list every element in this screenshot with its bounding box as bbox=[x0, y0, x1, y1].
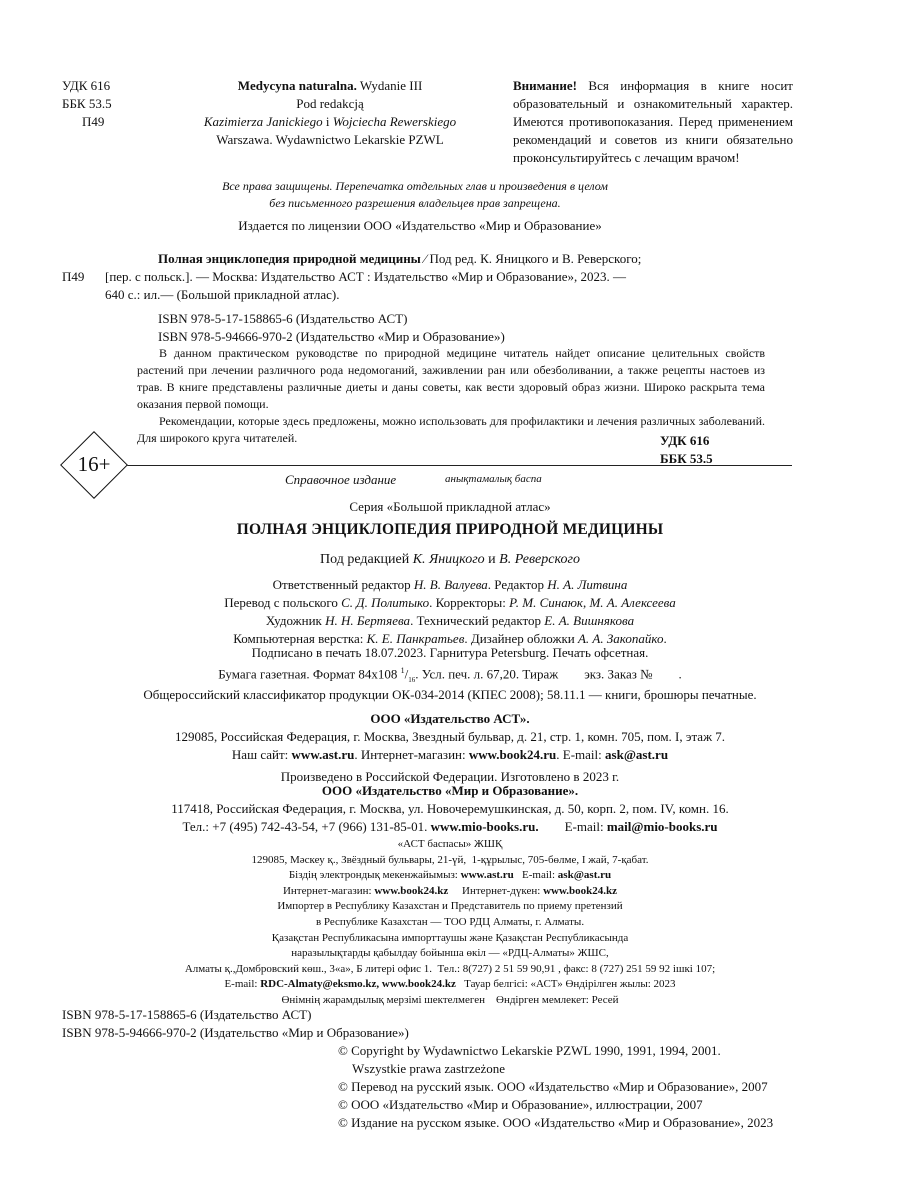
kz-shop-link-2[interactable]: www.book24.kz bbox=[543, 884, 618, 897]
credit-role: Ответственный редактор bbox=[272, 577, 414, 592]
ast-shop-link[interactable]: www.book24.ru bbox=[468, 747, 557, 762]
original-publisher: Warszawa. Wydawnictwo Lekarskie PZWL bbox=[216, 132, 444, 147]
ast-site-label: Наш сайт: bbox=[231, 747, 292, 762]
credit-person: Р. М. Синаюк bbox=[509, 595, 583, 610]
bbk-code: ББК 53.5 bbox=[62, 96, 112, 111]
copyright-1b: Wszystkie prawa zastrzeżone bbox=[352, 1061, 506, 1076]
reference-edition: Справочное издание bbox=[285, 472, 397, 487]
biblio-entry bbox=[105, 250, 795, 346]
reference-edition-kz: анықтамалық баспа bbox=[445, 473, 542, 485]
kz-shop-label: Интернет-магазин: bbox=[282, 884, 375, 897]
credit-person: Н. А. Литвина bbox=[547, 577, 628, 592]
kz-email-link[interactable]: ask@ast.ru bbox=[557, 869, 612, 882]
kz-line-9: Алматы қ.,Домбровский көш., 3«а», Б литері офис 1. Тел.: 8(727) 2 51 59 90,91 , факс: 8 (727) 251 59 92 ішкі 107; bbox=[184, 962, 716, 975]
udk-code: УДК 616 bbox=[62, 78, 111, 93]
main-title: ПОЛНАЯ ЭНЦИКЛОПЕДИЯ ПРИРОДНОЙ МЕДИЦИНЫ bbox=[236, 521, 664, 538]
isbn-bottom bbox=[62, 1006, 562, 1042]
credit-person: М. А. Алексеева bbox=[589, 595, 676, 610]
kz-site-link[interactable]: www.ast.ru bbox=[460, 869, 514, 882]
divider-line bbox=[120, 465, 792, 466]
print-format-numerator: 1 bbox=[400, 666, 405, 675]
original-edition-number: Wydanie III bbox=[356, 78, 423, 93]
print-format-denominator: 16 bbox=[408, 675, 416, 684]
kz-line-8: наразылықтарды қабылдау бойынша өкіл — «РДЦ-Алматы» ЖШС, bbox=[291, 947, 609, 960]
biblio-line-2: [пер. с польск.]. — Москва: Издательство АСТ : Издательство «Мир и Образование», 2023. — bbox=[105, 269, 627, 284]
biblio-line-3: 640 с.: ил.— (Большой прикладной атлас). bbox=[105, 287, 340, 302]
ast-name: ООО «Издательство АСТ». bbox=[370, 711, 530, 726]
copyright-2: © Перевод на русский язык. ООО «Издательство «Мир и Образование», 2007 bbox=[338, 1079, 768, 1094]
kz-line-2: 129085, Мәскеу қ., Звёздный бульвары, 21-үй, 1-құрылыс, 705-бөлме, I жай, 7-қабат. bbox=[251, 853, 649, 866]
credit-person: Н. В. Валуева bbox=[413, 577, 488, 592]
kz-email-label-3: E-mail: bbox=[224, 978, 261, 991]
credits-line bbox=[0, 594, 900, 612]
mio-site-link[interactable]: www.mio-books.ru. bbox=[430, 819, 539, 834]
warning-block bbox=[513, 77, 793, 167]
print-format: Бумага газетная. Формат 84x108 bbox=[218, 666, 401, 682]
edited-by-b: В. Реверского bbox=[499, 552, 580, 567]
original-title: Medycyna naturalna. bbox=[237, 78, 357, 93]
copyright-1: © Copyright by Wydawnictwo Lekarskie PZWL 1990, 1991, 1994, 2001. bbox=[338, 1043, 721, 1058]
credit-person: А. А. Закопайко bbox=[577, 631, 664, 646]
kz-trademark: Тауар белгісі: «АСТ» Өндірілген жылы: 2023 bbox=[455, 978, 676, 991]
edited-by-and: и bbox=[484, 552, 500, 567]
bottom-bbk: ББК 53.5 bbox=[660, 451, 713, 466]
ast-email-link[interactable]: ask@ast.ru bbox=[605, 747, 669, 762]
rights-line-2: без письменного разрешения владельцев прав запрещена. bbox=[269, 196, 561, 210]
credit-role: . Корректоры: bbox=[429, 595, 510, 610]
original-pod: Pod redakcją bbox=[296, 96, 364, 111]
credit-role: . Технический редактор bbox=[410, 613, 545, 628]
warning-text: Вся информация в книге носит образовательный и ознакомительный характер. Имеются противопоказания. Перед применением рекомендаций и советов из книги обязательно проконсультируйтесь с лечащим врачом! bbox=[513, 78, 793, 165]
kz-line-1: «АСТ баспасы» ЖШҚ bbox=[397, 838, 503, 850]
isbn-bottom-2: ISBN 978-5-94666-970-2 (Издательство «Мир и Образование») bbox=[62, 1025, 409, 1040]
mio-name: ООО «Издательство «Мир и Образование». bbox=[321, 783, 579, 798]
kz-line-11: Өнімнің жарамдылық мерзімі шектелмеген Өндірген мемлекет: Ресей bbox=[281, 993, 619, 1006]
series-line: Серия «Большой прикладной атлас» bbox=[349, 499, 551, 514]
rights-notice bbox=[120, 178, 710, 212]
kz-shop-label-2: Интернет-дүкен: bbox=[448, 884, 544, 897]
ast-address: 129085, Российская Федерация, г. Москва, Звездный бульвар, д. 21, стр. 1, комн. 705, пом. I, этаж 7. bbox=[174, 729, 726, 744]
credit-person: С. Д. Политыко bbox=[341, 595, 430, 610]
credit-role: Компьютерная верстка: bbox=[233, 631, 367, 646]
ast-block bbox=[0, 710, 900, 786]
rights-line-1: Все права защищены. Перепечатка отдельных глав и произведения в целом bbox=[222, 179, 608, 193]
kz-line-5: Импортер в Республику Казахстан и Представитель по приему претензий bbox=[277, 900, 623, 913]
print-run-order: . Усл. печ. л. 67,20. Тираж экз. Заказ № . bbox=[415, 666, 682, 682]
credit-role: Художник bbox=[265, 613, 326, 628]
ast-email-label: . E-mail: bbox=[556, 747, 606, 762]
biblio-editors: ⁄ Под ред. К. Яницкого и В. Реверского; bbox=[420, 251, 642, 266]
mio-block bbox=[0, 782, 900, 836]
biblio-isbn-2: ISBN 978-5-94666-970-2 (Издательство «Мир и Образование») bbox=[158, 329, 505, 344]
credits-line bbox=[0, 576, 900, 594]
ast-site-link[interactable]: www.ast.ru bbox=[291, 747, 355, 762]
top-codes bbox=[62, 77, 142, 131]
mio-email-label: E-mail: bbox=[564, 819, 607, 834]
credits-line bbox=[0, 612, 900, 630]
credit-person: К. Е. Панкратьев bbox=[366, 631, 465, 646]
credit-role: . Редактор bbox=[487, 577, 548, 592]
mio-address: 117418, Российская Федерация, г. Москва, ул. Новочеремушкинская, д. 50, корп. 2, пом. IV, комн. 16. bbox=[171, 801, 729, 816]
print-line-1: Подписано в печать 18.07.2023. Гарнитура Petersburg. Печать офсетная. bbox=[251, 645, 649, 660]
kz-email-label-2: E-mail: bbox=[513, 869, 558, 882]
classifier-line: Общероссийский классификатор продукции ОК-034-2014 (КПЕС 2008); 58.11.1 — книги, брошюры печатные. bbox=[143, 687, 757, 702]
age-rating-badge bbox=[60, 431, 128, 499]
original-editors-and: i bbox=[322, 114, 333, 129]
author-code: П49 bbox=[82, 114, 105, 129]
original-editor-b: Wojciecha Rewerskiego bbox=[332, 114, 457, 129]
ast-produced: Произведено в Российской Федерации. Изготовлено в 2023 г. bbox=[280, 769, 620, 784]
mio-phones: Тел.: +7 (495) 742-43-54, +7 (966) 131-85-01. bbox=[182, 819, 431, 834]
biblio-title: Полная энциклопедия природной медицины bbox=[158, 251, 421, 266]
credit-role: . Дизайнер обложки bbox=[464, 631, 578, 646]
bottom-codes bbox=[660, 432, 770, 468]
credit-role: Перевод с польского bbox=[224, 595, 342, 610]
kz-line-7: Қазақстан Республикасына импорттаушы және Қазақстан Республикасында bbox=[271, 931, 629, 944]
kz-links[interactable]: RDC-Almaty@eksmo.kz, www.book24.kz bbox=[260, 978, 456, 991]
mio-email-link[interactable]: mail@mio-books.ru bbox=[606, 819, 718, 834]
print-format-slash: / bbox=[404, 666, 409, 682]
license-line: Издается по лицензии ООО «Издательство «Мир и Образование» bbox=[238, 218, 602, 233]
credits bbox=[0, 576, 900, 648]
credit-role: , bbox=[582, 595, 590, 610]
biblio-code: П49 bbox=[62, 269, 85, 284]
warning-label: Внимание! bbox=[513, 78, 577, 93]
age-rating-text: 16+ bbox=[77, 452, 111, 476]
edited-by-prefix: Под редакцией bbox=[320, 552, 413, 567]
edited-by-a: К. Яницкого bbox=[412, 552, 485, 567]
print-info bbox=[0, 644, 900, 689]
bottom-udk: УДК 616 bbox=[660, 433, 710, 448]
isbn-bottom-1: ISBN 978-5-17-158865-6 (Издательство АСТ) bbox=[62, 1007, 312, 1022]
copyright-3: © ООО «Издательство «Мир и Образование», иллюстрации, 2007 bbox=[338, 1097, 703, 1112]
credit-person: Е. А. Вишнякова bbox=[544, 613, 635, 628]
edited-by bbox=[0, 551, 900, 569]
original-editor-a: Kazimierza Janickiego bbox=[203, 114, 323, 129]
annotation-paragraph-1: В данном практическом руководстве по природной медицине читатель найдет описание целительных свойств растений при лечении различного рода недомоганий, заживлении ран или обезболивании, а также рецепты настоев из трав. В книге представлены различные диеты и даны советы, как вести здоровый образ жизни. Широко раскрыта тема оказания первой помощи. bbox=[137, 346, 765, 411]
kz-email-label: Біздің электрондық мекенжайымыз: bbox=[288, 869, 461, 882]
biblio-isbn-1: ISBN 978-5-17-158865-6 (Издательство АСТ) bbox=[158, 311, 408, 326]
credit-person: Н. Н. Бертяева bbox=[325, 613, 411, 628]
annotation-paragraph-2: Рекомендации, которые здесь предложены, можно использовать для профилактики и лечения различных заболеваний. Для широкого круга читателей. bbox=[137, 414, 765, 445]
copyright-4: © Издание на русском языке. ООО «Издательство «Мир и Образование», 2023 bbox=[338, 1115, 774, 1130]
kz-line-6: в Республике Казахстан — ТОО РДЦ Алматы, г. Алматы. bbox=[315, 915, 585, 928]
kz-block bbox=[0, 837, 900, 1009]
original-edition bbox=[160, 77, 500, 149]
copyrights bbox=[338, 1042, 818, 1132]
kz-shop-link[interactable]: www.book24.kz bbox=[374, 884, 449, 897]
ast-shop-label: . Интернет-магазин: bbox=[354, 747, 469, 762]
credit-role: . bbox=[663, 631, 667, 646]
